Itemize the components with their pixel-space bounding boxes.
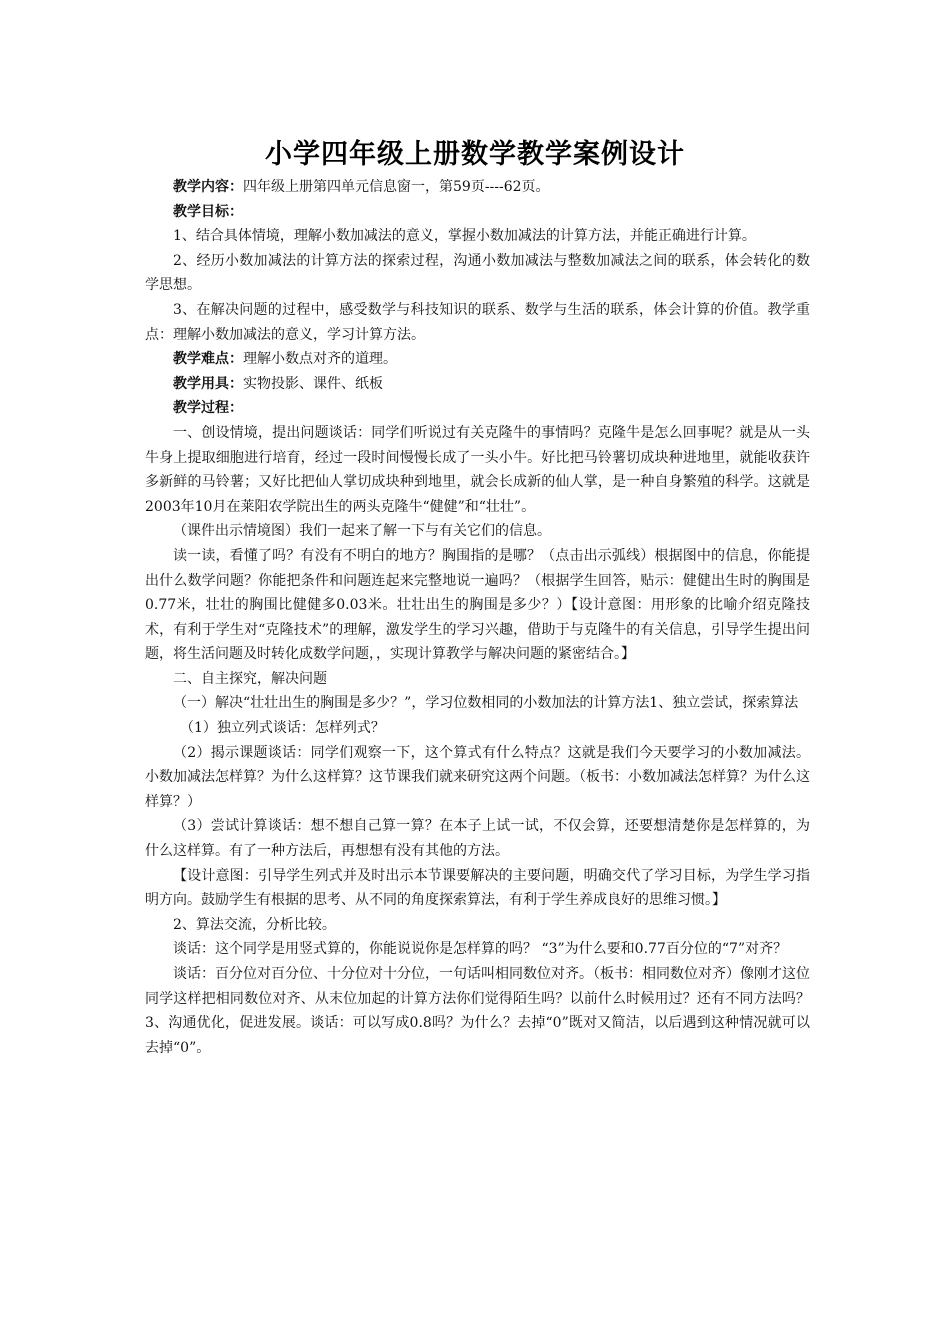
paragraph-10: 2、算法交流，分析比较。 (173, 916, 336, 933)
paragraph-7: （2）揭示课题谈话：同学们观察一下，这个算式有什么特点？这就是我们今天要学习的小数加减法。小数加减法怎样算？为什么这样算？这节课我们就来研究这两个问题。（板书：小数加减法怎样算？为什么这样算？） (145, 744, 810, 810)
teaching-process-label: 教学过程： (173, 400, 243, 417)
teaching-content (145, 175, 810, 200)
goal-3: 3、在解决问题的过程中，感受数学与科技知识的联系、数学与生活的联系，体会计算的价值。教学重点：理解小数加减法的意义，学习计算方法。 (145, 301, 810, 343)
teaching-tools-label: 教学用具： (173, 375, 243, 392)
teaching-tools (145, 372, 810, 397)
paragraph-9: 【设计意图：引导学生列式并及时出示本节课要解决的主要问题，明确交代了学习目标，为学生学习指明方向。鼓励学生有根据的思考、从不同的角度探索算法，有利于学生养成良好的思维习惯。】 (145, 867, 810, 909)
teaching-goals-heading (145, 200, 810, 225)
paragraph-8: （3）尝试计算谈话：想不想自己算一算？在本子上试一试，不仅会算，还要想清楚你是怎样算的，为什么这样算。有了一种方法后，再想想有没有其他的方法。 (145, 818, 810, 860)
paragraph-11: 谈话：这个同学是用竖式算的，你能说说你是怎样算的吗？ “3”为什么要和0.77百分位的“7”对齐？ (173, 941, 788, 958)
paragraph-4: 二、自主探究，解决问题 (173, 670, 327, 687)
paragraph-1: 一、创设情境，提出问题谈话：同学们听说过有关克隆牛的事情吗？克隆牛是怎么回事呢？就是从一头牛身上提取细胞进行培育，经过一段时间慢慢长成了一头小牛。好比把马铃薯切成块种进地里，就能收获许多新鲜的马铃薯；又好比把仙人掌切成块种到地里，就会长成新的仙人掌，是一种自身繁殖的科学。这就是2003年10月在莱阳农学院出生的两头克隆牛“健健”和“壮壮”。 (145, 424, 810, 515)
goal-1: 1、结合具体情境，理解小数加减法的意义，掌握小数加减法的计算方法，并能正确进行计算。 (173, 228, 756, 245)
teaching-difficulty (145, 347, 810, 372)
teaching-process-heading (145, 396, 810, 421)
document-body (145, 175, 810, 1060)
teaching-content-text: 四年级上册第四单元信息窗一，第59页----62页。 (243, 179, 550, 195)
paragraph-2: （课件出示情境图）我们一起来了解一下与有关它们的信息。 (173, 523, 551, 540)
teaching-content-label: 教学内容： (173, 179, 243, 195)
paragraph-5: （一）解决“壮壮出生的胸围是多少？”，学习位数相同的小数加法的计算方法1、独立尝试，探索算法 (173, 695, 799, 712)
teaching-tools-text: 实物投影、课件、纸板 (243, 375, 383, 392)
teaching-difficulty-text: 理解小数点对齐的道理。 (243, 351, 397, 368)
teaching-difficulty-label: 教学难点： (173, 351, 243, 368)
paragraph-6: （1）独立列式谈话：怎样列式？ (180, 720, 385, 737)
document-title: 小学四年级上册数学教学案例设计 (265, 139, 685, 170)
paragraph-12: 谈话：百分位对百分位、十分位对十分位，一句话叫相同数位对齐。（板书：相同数位对齐）像刚才这位同学这样把相同数位对齐、从末位加起的计算方法你们觉得陌生吗？以前什么时候用过？还有不同方法吗？3、沟通优化，促进发展。谈话：可以写成0.8吗？为什么？去掉“0”既对又简洁，以后遇到这种情况就可以去掉“0”。 (145, 966, 810, 1056)
goal-2: 2、经历小数加减法的计算方法的探索过程，沟通小数加减法与整数加减法之间的联系，体会转化的数学思想。 (145, 252, 810, 294)
paragraph-3: 读一读，看懂了吗？有没有不明白的地方？胸围指的是哪？（点击出示弧线）根据图中的信息，你能提出什么数学问题？你能把条件和问题连起来完整地说一遍吗？（根据学生回答，贴示：健健出生时的胸围是0.77米，壮壮的胸围比健健多0.03米。壮壮出生的胸围是多少？）【设计意图：用形象的比喻介绍克隆技术，有利于学生对“克隆技术”的理解，激发学生的学习兴趣，借助于与克隆牛的有关信息，引导学生提出问题，将生活问题及时转化成数学问题，，实现计算教学与解决问题的紧密结合。】 (145, 547, 810, 663)
teaching-goals-label: 教学目标： (173, 203, 243, 220)
